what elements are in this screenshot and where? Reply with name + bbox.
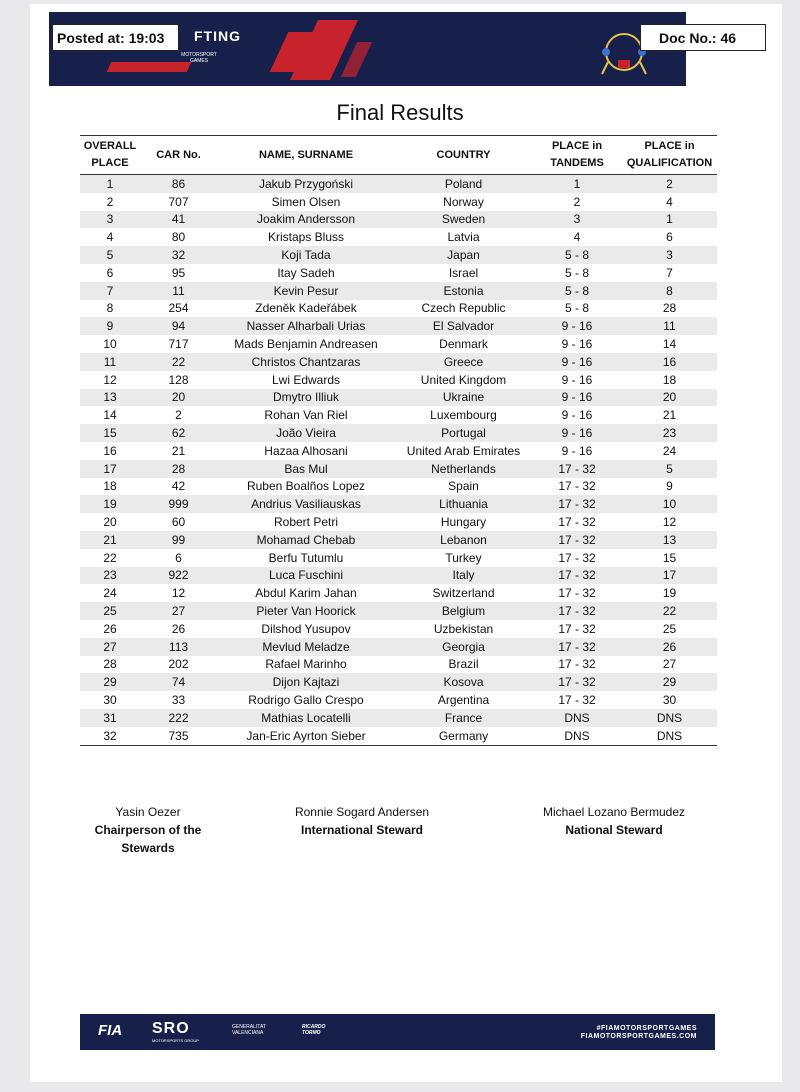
country-cell: Georgia (395, 638, 532, 656)
fia-logo: FIA (98, 1022, 123, 1039)
qualification-place-cell: 21 (662, 408, 677, 423)
driver-name-cell: Joakim Andersson (217, 211, 395, 229)
country-cell: Kosova (395, 673, 532, 691)
tandem-place-cell: 9 - 16 (532, 353, 622, 371)
country-cell: Lebanon (395, 531, 532, 549)
column-header: CAR No. (140, 136, 217, 175)
driver-name-cell: Dijon Kajtazi (217, 673, 395, 691)
driver-name-cell: Mohamad Chebab (217, 531, 395, 549)
qualification-place-cell: 14 (662, 337, 677, 352)
car-number-cell: 707 (168, 194, 189, 209)
qualification-place-cell: 18 (662, 372, 677, 387)
overall-place-cell: 10 (103, 337, 117, 352)
country-cell: Spain (448, 479, 479, 494)
overall-place-cell: 7 (80, 282, 140, 300)
country-cell: Netherlands (395, 460, 532, 478)
overall-place-cell: 25 (80, 602, 140, 620)
qualification-place-cell: 10 (622, 495, 717, 513)
column-header: COUNTRY (395, 136, 532, 175)
table-row (80, 620, 717, 638)
overall-place-cell: 30 (103, 693, 117, 707)
table-row (80, 531, 717, 549)
table-row (80, 424, 717, 442)
country-cell: Estonia (395, 282, 532, 300)
car-number-cell: 41 (140, 211, 217, 229)
tandem-place-cell: DNS (532, 709, 622, 727)
car-number-cell: 62 (140, 424, 217, 442)
table-row (80, 175, 717, 193)
qualification-place-cell: 19 (662, 586, 677, 601)
tandem-place-cell: 5 - 8 (532, 282, 622, 300)
country-cell: Japan (395, 246, 532, 264)
column-header: OVERALL PLACE (80, 136, 140, 175)
country-cell: Germany (395, 727, 532, 745)
tandem-place-cell: 17 - 32 (532, 495, 622, 513)
country-cell: Sweden (395, 211, 532, 229)
driver-name-cell: Koji Tada (217, 246, 395, 264)
table-row (80, 513, 717, 531)
overall-place-cell: 22 (103, 550, 117, 565)
car-number-cell: 27 (140, 602, 217, 620)
qualification-place-cell: 16 (622, 353, 717, 371)
table-row (80, 246, 717, 264)
tandem-place-cell: 3 (532, 211, 622, 229)
driver-name-cell: Lwi Edwards (271, 372, 341, 387)
country-cell: El Salvador (395, 317, 532, 335)
country-cell: Switzerland (432, 586, 495, 601)
table-row (80, 353, 717, 371)
country-cell: Italy (395, 567, 532, 585)
tandem-place-cell: 17 - 32 (532, 567, 622, 585)
country-cell: Uzbekistan (433, 621, 494, 636)
qualification-place-cell: 12 (662, 515, 677, 530)
table-row (80, 300, 717, 318)
signature-chairperson (78, 803, 218, 857)
car-number-cell: 21 (171, 443, 186, 458)
qualification-place-cell: 6 (666, 230, 673, 245)
tandem-place-cell: 9 - 16 (532, 389, 622, 407)
country-cell: France (395, 709, 532, 727)
posted-time-box: Posted at: 19:03 (52, 24, 179, 51)
car-number-cell: 28 (140, 460, 217, 478)
footer-url[interactable]: FIAMOTORSPORTGAMES.COM (580, 1033, 697, 1040)
results-table-header (80, 136, 717, 175)
table-row (80, 193, 717, 211)
tandem-place-cell: 17 - 32 (558, 621, 596, 636)
tandem-place-cell: 17 - 32 (532, 602, 622, 620)
driver-name-cell: Mevlud Meladze (217, 638, 395, 656)
driver-name-cell: Zdeněk Kadeřábek (255, 301, 357, 316)
overall-place-cell: 3 (80, 211, 140, 229)
car-number-cell: 86 (140, 175, 217, 193)
qualification-place-cell: 11 (622, 317, 717, 335)
car-number-cell: 60 (171, 515, 186, 530)
car-number-cell: 202 (168, 657, 189, 672)
table-row (80, 567, 717, 585)
driver-name-cell: Ruben Boalños Lopez (246, 479, 366, 494)
driver-name-cell: Pieter Van Hoorick (217, 602, 395, 620)
banner-subtitle: MOTORSPORT GAMES (181, 52, 217, 64)
driver-name-cell: Christos Chantzaras (217, 353, 395, 371)
tandem-place-cell: 2 (573, 194, 581, 209)
sro-logo-subtitle: MOTORSPORTS GROUP (152, 1038, 199, 1043)
banner-wordmark: FTING (194, 28, 241, 44)
driver-name-cell: Mads Benjamin Andreasen (234, 337, 378, 352)
car-number-cell: 32 (140, 246, 217, 264)
car-number-cell: 128 (168, 372, 189, 387)
table-row (80, 478, 717, 496)
driver-name-cell: Nasser Alharbali Urias (217, 317, 395, 335)
driver-name-cell: Andrius Vasiliauskas (217, 495, 395, 513)
country-cell: Turkey (445, 550, 482, 565)
signature-international-steward (282, 803, 442, 839)
tandem-place-cell: 9 - 16 (532, 317, 622, 335)
tandem-place-cell: 17 - 32 (558, 586, 596, 601)
table-row (80, 264, 717, 282)
overall-place-cell: 26 (103, 621, 117, 636)
table-row (80, 549, 717, 567)
car-number-cell: 735 (140, 727, 217, 745)
tandem-place-cell: 17 - 32 (558, 515, 596, 530)
driver-name-cell: Itay Sadeh (277, 265, 335, 280)
country-cell: Poland (395, 175, 532, 193)
country-cell: Israel (448, 265, 479, 280)
page-title: Final Results (336, 100, 464, 125)
driver-name-cell: Mathias Locatelli (217, 709, 395, 727)
footer-banner (80, 1014, 715, 1050)
driver-name-cell: Rodrigo Gallo Crespo (248, 693, 364, 707)
overall-place-cell: 15 (80, 424, 140, 442)
tandem-place-cell: 17 - 32 (532, 531, 622, 549)
overall-place-cell: 14 (103, 408, 117, 423)
generalitat-logo: GENERALITAT VALENCIANA (232, 1024, 266, 1036)
qualification-place-cell: 17 (622, 567, 717, 585)
car-number-cell: 12 (171, 586, 186, 601)
signatory-role: International Steward (300, 823, 424, 837)
overall-place-cell: 24 (103, 586, 117, 601)
qualification-place-cell: 2 (622, 175, 717, 193)
tandem-place-cell: 9 - 16 (561, 372, 593, 387)
results-table-body (80, 175, 717, 746)
qualification-place-cell: DNS (622, 727, 717, 745)
driver-name-cell: Jan-Eric Ayrton Sieber (217, 727, 395, 745)
qualification-place-cell: 29 (622, 673, 717, 691)
driver-name-cell: Bas Mul (217, 460, 395, 478)
car-number-cell: 222 (140, 709, 217, 727)
tandem-place-cell: 17 - 32 (532, 673, 622, 691)
qualification-place-cell: 13 (622, 531, 717, 549)
tandem-place-cell: 9 - 16 (561, 408, 593, 423)
tandem-place-cell: 5 - 8 (532, 246, 622, 264)
country-cell: Belgium (395, 602, 532, 620)
car-number-cell: 6 (175, 550, 182, 565)
table-row (80, 335, 717, 353)
table-row (80, 495, 717, 513)
table-row (80, 389, 717, 407)
tandem-place-cell: 5 - 8 (564, 265, 589, 280)
table-row (80, 317, 717, 335)
table-row (80, 638, 717, 656)
driver-name-cell: Dmytro Illiuk (217, 389, 395, 407)
qualification-place-cell: 3 (622, 246, 717, 264)
overall-place-cell: 27 (80, 638, 140, 656)
overall-place-cell: 18 (103, 479, 117, 494)
signatory-name: Michael Lozano Bermudez (542, 805, 686, 819)
tandem-place-cell: 17 - 32 (558, 693, 596, 707)
car-number-cell: 94 (140, 317, 217, 335)
tandem-place-cell: 9 - 16 (561, 443, 593, 458)
qualification-place-cell: 5 (622, 460, 717, 478)
car-number-cell: 95 (171, 265, 186, 280)
overall-place-cell: 9 (80, 317, 140, 335)
driver-name-cell: João Vieira (217, 424, 395, 442)
overall-place-cell: 31 (80, 709, 140, 727)
overall-place-cell: 28 (103, 657, 117, 672)
country-cell: Luxembourg (430, 408, 497, 423)
car-number-cell: 11 (140, 282, 217, 300)
overall-place-cell: 32 (80, 727, 140, 745)
overall-place-cell: 1 (80, 175, 140, 193)
tandem-place-cell: 17 - 32 (532, 460, 622, 478)
table-row (80, 228, 717, 246)
car-number-cell: 99 (140, 531, 217, 549)
country-cell: Hungary (440, 515, 487, 530)
tandem-place-cell: 17 - 32 (558, 550, 596, 565)
car-number-cell: 113 (140, 638, 217, 656)
overall-place-cell: 2 (106, 194, 114, 209)
table-row (80, 602, 717, 620)
car-number-cell: 922 (140, 567, 217, 585)
driver-name-cell: Hazaa Alhosani (264, 443, 348, 458)
signatory-role-cont: Stewards (121, 841, 175, 855)
qualification-place-cell: 7 (666, 265, 673, 280)
qualification-place-cell: 9 (666, 479, 673, 494)
overall-place-cell: 19 (80, 495, 140, 513)
table-row (80, 460, 717, 478)
tandem-place-cell: 9 - 16 (532, 424, 622, 442)
driver-name-cell: Abdul Karim Jahan (255, 586, 357, 601)
overall-place-cell: 17 (80, 460, 140, 478)
overall-place-cell: 6 (106, 265, 114, 280)
table-row (80, 656, 717, 674)
car-number-cell: 2 (175, 408, 182, 423)
qualification-place-cell: 26 (622, 638, 717, 656)
car-number-cell: 42 (171, 479, 186, 494)
country-cell: Norway (443, 194, 484, 209)
overall-place-cell: 21 (80, 531, 140, 549)
qualification-place-cell: 22 (622, 602, 717, 620)
qualification-place-cell: 8 (622, 282, 717, 300)
country-cell: United Arab Emirates (406, 443, 521, 458)
signature-national-steward (524, 803, 704, 839)
country-cell: Argentina (437, 693, 490, 707)
qualification-place-cell: DNS (622, 709, 717, 727)
qualification-place-cell: 15 (662, 550, 677, 565)
signatory-role: Chairperson of the (94, 823, 202, 837)
tandem-place-cell: 17 - 32 (558, 479, 596, 494)
table-row (80, 709, 717, 727)
table-row (80, 371, 717, 389)
circuit-logo: RICARDO TORMO (302, 1024, 326, 1036)
car-number-cell: 26 (171, 621, 186, 636)
qualification-place-cell: 23 (622, 424, 717, 442)
overall-place-cell: 8 (106, 301, 114, 316)
table-row (80, 282, 717, 300)
document-number-box: Doc No.: 46 (640, 24, 766, 51)
overall-place-cell: 13 (80, 389, 140, 407)
footer-hashtag: #FIAMOTORSPORTGAMES (596, 1025, 697, 1032)
car-number-cell: 999 (140, 495, 217, 513)
driver-name-cell: Luca Fuschini (217, 567, 395, 585)
qualification-place-cell: 25 (662, 621, 677, 636)
table-row (80, 211, 717, 229)
driver-name-cell: Robert Petri (273, 515, 339, 530)
column-header: PLACE in QUALIFICATION (622, 136, 717, 175)
column-header: NAME, SURNAME (217, 136, 395, 175)
signatory-name: Yasin Oezer (115, 805, 181, 819)
driver-name-cell: Kristaps Bluss (267, 230, 345, 245)
overall-place-cell: 23 (80, 567, 140, 585)
country-cell: Lithuania (395, 495, 532, 513)
overall-place-cell: 12 (103, 372, 117, 387)
tandem-place-cell: DNS (532, 727, 622, 745)
country-cell: Ukraine (395, 389, 532, 407)
country-cell: Brazil (448, 657, 479, 672)
car-number-cell: 33 (171, 693, 186, 707)
table-row (80, 727, 717, 745)
tandem-place-cell: 17 - 32 (558, 657, 596, 672)
tandem-place-cell: 4 (573, 230, 581, 245)
table-row (80, 584, 717, 602)
car-number-cell: 80 (171, 230, 186, 245)
qualification-place-cell: 27 (662, 657, 677, 672)
table-row (80, 406, 717, 424)
car-number-cell: 74 (140, 673, 217, 691)
overall-place-cell: 11 (80, 353, 140, 371)
country-cell: Czech Republic (421, 301, 506, 316)
table-row (80, 673, 717, 691)
table-row (80, 442, 717, 460)
driver-name-cell: Jakub Przygoński (217, 175, 395, 193)
tandem-place-cell: 5 - 8 (564, 301, 589, 316)
car-number-cell: 20 (140, 389, 217, 407)
driver-name-cell: Simen Olsen (271, 194, 341, 209)
overall-place-cell: 16 (103, 443, 117, 458)
driver-name-cell: Berfu Tutumlu (268, 550, 344, 565)
qualification-place-cell: 4 (666, 194, 673, 209)
sro-logo: SRO (152, 1020, 190, 1037)
results-table (80, 135, 717, 746)
signatory-name: Ronnie Sogard Andersen (294, 805, 430, 819)
overall-place-cell: 5 (80, 246, 140, 264)
qualification-place-cell: 24 (662, 443, 677, 458)
footer-links (581, 1025, 697, 1041)
car-number-cell: 254 (168, 301, 189, 316)
country-cell: United Kingdom (420, 372, 507, 387)
column-header: PLACE in TANDEMS (532, 136, 622, 175)
qualification-place-cell: 20 (622, 389, 717, 407)
driver-name-cell: Rafael Marinho (265, 657, 347, 672)
driver-name-cell: Kevin Pesur (217, 282, 395, 300)
tandem-place-cell: 17 - 32 (532, 638, 622, 656)
country-cell: Portugal (395, 424, 532, 442)
table-row (80, 691, 717, 709)
overall-place-cell: 20 (103, 515, 117, 530)
car-number-cell: 22 (140, 353, 217, 371)
qualification-place-cell: 1 (622, 211, 717, 229)
tandem-place-cell: 9 - 16 (561, 337, 593, 352)
qualification-place-cell: 30 (662, 693, 677, 707)
driver-name-cell: Rohan Van Riel (264, 408, 348, 423)
signatory-role: National Steward (565, 823, 663, 837)
car-number-cell: 717 (168, 337, 189, 352)
country-cell: Denmark (439, 337, 488, 352)
overall-place-cell: 4 (106, 230, 114, 245)
driver-name-cell: Dilshod Yusupov (261, 621, 351, 636)
tandem-place-cell: 1 (532, 175, 622, 193)
country-cell: Greece (395, 353, 532, 371)
qualification-place-cell: 28 (662, 301, 677, 316)
overall-place-cell: 29 (80, 673, 140, 691)
country-cell: Latvia (447, 230, 480, 245)
